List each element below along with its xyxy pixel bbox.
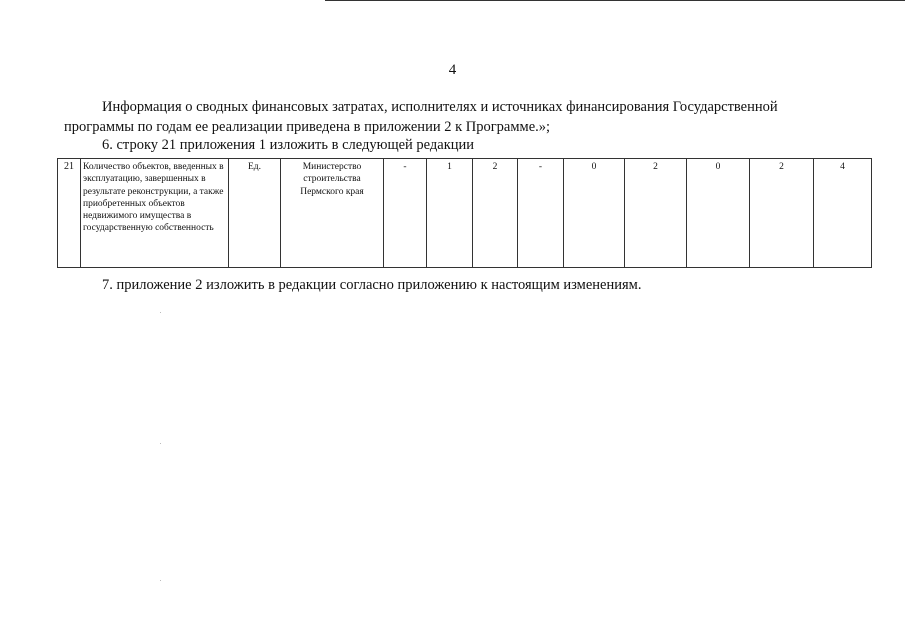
unit-cell: Ед. xyxy=(229,159,281,268)
row-number-cell: 21 xyxy=(58,159,81,268)
paragraph-item-7: 7. приложение 2 изложить в редакции согласно приложению к настоящим изменениям. xyxy=(102,277,642,293)
value-cell: 2 xyxy=(473,159,518,268)
value-cell: - xyxy=(384,159,427,268)
value-cell: - xyxy=(518,159,564,268)
paragraph-financing-info xyxy=(64,97,850,137)
table-row xyxy=(58,159,872,268)
value-cell: 1 xyxy=(427,159,473,268)
paragraph-info-line-2: программы по годам ее реализации приведена в приложении 2 к Программе.»; xyxy=(64,119,551,135)
paragraph-info-line-1: Информация о сводных финансовых затратах, исполнителях и источниках финансирования Государственной xyxy=(102,99,778,115)
scan-speck xyxy=(160,443,161,444)
scan-speck xyxy=(160,580,161,581)
page-number: 4 xyxy=(448,62,457,78)
indicator-name-cell: Количество объектов, введенных в эксплуатацию, завершенных в результате реконструкции, а также приобретенных объектов недвижимого имущества в государственную собственность xyxy=(81,159,229,268)
paragraph-item-6: 6. строку 21 приложения 1 изложить в следующей редакции xyxy=(102,137,475,153)
executor-cell: Министерство строительства Пермского края xyxy=(281,159,384,268)
value-cell: 4 xyxy=(814,159,872,268)
appendix-row-table xyxy=(57,158,872,268)
value-cell: 2 xyxy=(750,159,814,268)
top-border-line xyxy=(325,0,905,1)
value-cell: 0 xyxy=(564,159,625,268)
value-cell: 2 xyxy=(625,159,687,268)
value-cell: 0 xyxy=(687,159,750,268)
scan-speck xyxy=(160,312,161,313)
